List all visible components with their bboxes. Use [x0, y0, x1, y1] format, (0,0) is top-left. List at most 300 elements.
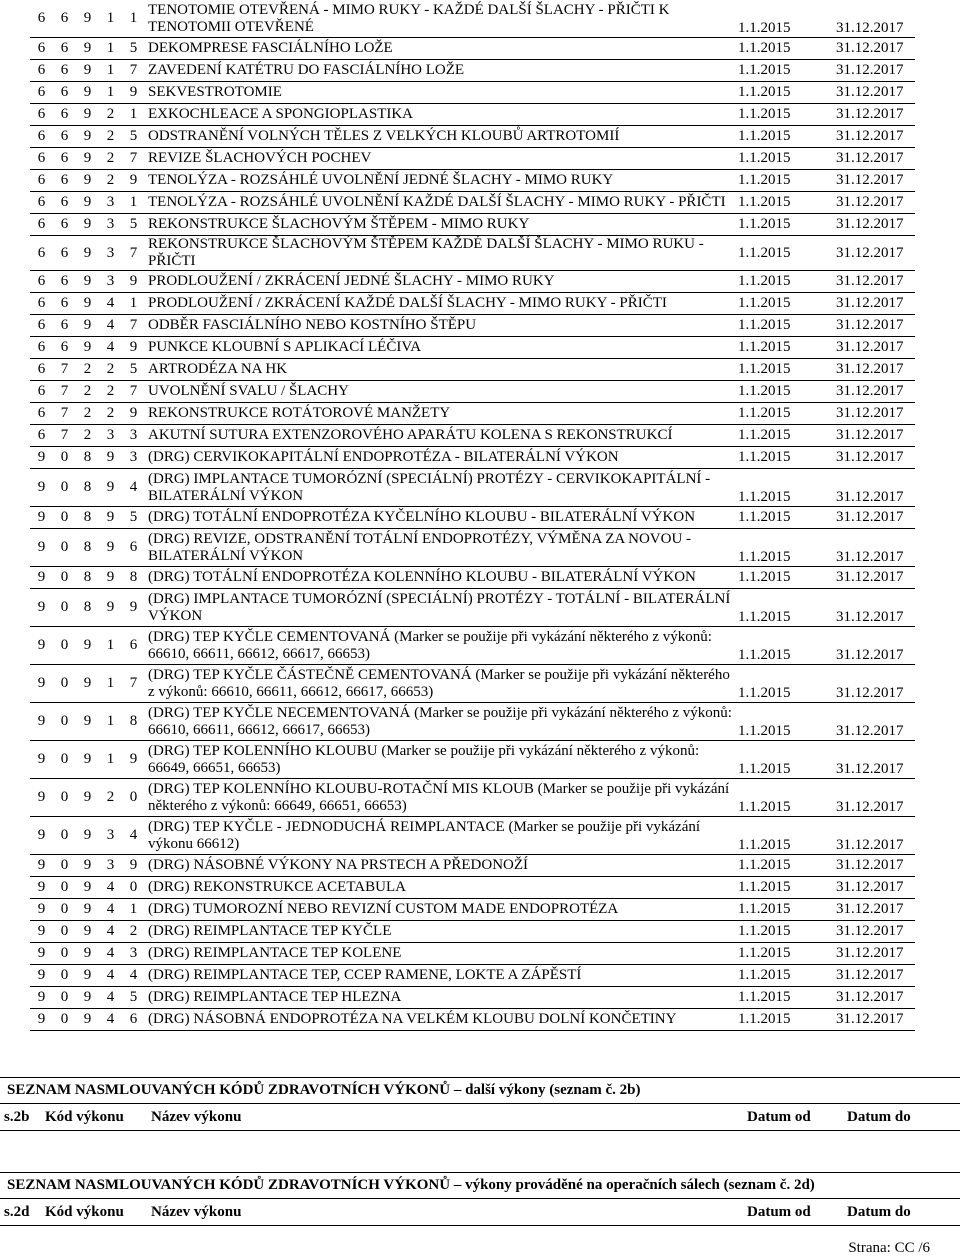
code-digit: 2	[129, 923, 138, 939]
code-digit: 0	[60, 945, 69, 961]
procedure-name: (DRG) REKONSTRUKCE ACETABULA	[148, 879, 406, 895]
procedure-name: (DRG) TEP KOLENNÍHO KLOUBU-ROTAČNÍ MIS KLOUB (Marker se použije při vykázání některého z výkonů: 66649, 66651, 66653)	[148, 780, 730, 814]
code-digit: 0	[60, 449, 69, 465]
date-from: 1.1.2015	[738, 84, 791, 100]
code-digit: 9	[83, 194, 92, 210]
code-digit: 9	[106, 599, 115, 615]
table-row	[30, 381, 915, 403]
date-to: 31.12.2017	[836, 761, 904, 777]
code-digit: 9	[106, 449, 115, 465]
code-digit: 1	[106, 675, 115, 691]
code-digit: 9	[83, 879, 92, 895]
date-from: 1.1.2015	[738, 761, 791, 777]
code-digit: 4	[106, 945, 115, 961]
code-digit: 7	[129, 62, 138, 78]
code-digit: 9	[83, 317, 92, 333]
code-digit: 9	[83, 84, 92, 100]
date-to: 31.12.2017	[836, 837, 904, 853]
code-digit: 8	[83, 539, 92, 555]
date-to: 31.12.2017	[836, 723, 904, 739]
table-row	[30, 0, 915, 38]
code-digit: 6	[60, 194, 69, 210]
code-digit: 9	[83, 675, 92, 691]
date-to: 31.12.2017	[836, 509, 904, 525]
code-digit: 7	[129, 150, 138, 166]
date-to: 31.12.2017	[836, 273, 904, 289]
code-digit: 9	[83, 216, 92, 232]
table-row	[30, 1009, 915, 1031]
code-digit: 6	[60, 150, 69, 166]
procedure-name: (DRG) TUMOROZNÍ NEBO REVIZNÍ CUSTOM MADE ENDOPROTÉZA	[148, 901, 619, 917]
code-digit: 1	[106, 751, 115, 767]
procedure-name: (DRG) TOTÁLNÍ ENDOPROTÉZA KYČELNÍHO KLOUBU - BILATERÁLNÍ VÝKON	[148, 509, 696, 525]
code-digit: 6	[37, 40, 46, 56]
date-to: 31.12.2017	[836, 84, 904, 100]
section-2b-title: SEZNAM NASMLOUVANÝCH KÓDŮ ZDRAVOTNÍCH VÝKONŮ – další výkony (seznam č. 2b)	[0, 1077, 960, 1104]
date-to: 31.12.2017	[836, 879, 904, 895]
code-digit: 7	[129, 244, 138, 261]
code-digit: 0	[60, 967, 69, 983]
col-from: Datum od	[747, 1108, 811, 1125]
code-digit: 1	[129, 901, 138, 917]
code-digit: 0	[60, 989, 69, 1005]
date-to: 31.12.2017	[836, 244, 904, 261]
procedure-name: (DRG) TOTÁLNÍ ENDOPROTÉZA KOLENNÍHO KLOUBU - BILATERÁLNÍ VÝKON	[148, 569, 696, 585]
date-to: 31.12.2017	[836, 685, 904, 701]
code-digit: 6	[37, 62, 46, 78]
code-digit: 8	[83, 479, 92, 495]
section-2b-columns	[0, 1104, 960, 1131]
code-digit: 0	[60, 675, 69, 691]
date-to: 31.12.2017	[836, 106, 904, 122]
procedure-name: (DRG) IMPLANTACE TUMORÓZNÍ (SPECIÁLNÍ) PROTÉZY - TOTÁLNÍ - BILATERÁLNÍ VÝKON	[148, 590, 731, 624]
code-digit: 9	[129, 857, 138, 873]
code-digit: 6	[60, 84, 69, 100]
code-digit: 2	[106, 789, 115, 805]
procedure-name: (DRG) REIMPLANTACE TEP KOLENE	[148, 945, 402, 961]
date-from: 1.1.2015	[738, 427, 791, 443]
code-digit: 5	[129, 989, 138, 1005]
code-digit: 7	[60, 361, 69, 377]
code-digit: 2	[83, 427, 92, 443]
date-from: 1.1.2015	[738, 989, 791, 1005]
table-row	[30, 271, 915, 293]
table-row	[30, 921, 915, 943]
code-digit: 0	[60, 751, 69, 767]
date-to: 31.12.2017	[836, 857, 904, 873]
code-digit: 0	[60, 637, 69, 653]
date-to: 31.12.2017	[836, 427, 904, 443]
code-digit: 8	[83, 449, 92, 465]
code-digit: 8	[83, 569, 92, 585]
procedure-name: TENOLÝZA - ROZSÁHLÉ UVOLNĚNÍ KAŽDÉ DALŠÍ ŠLACHY - MIMO RUKY - PŘIČTI	[148, 194, 726, 210]
codes-table-body	[30, 0, 915, 1031]
table-row	[30, 529, 915, 567]
procedure-name: REKONSTRUKCE ŠLACHOVÝM ŠTĚPEM - MIMO RUKY	[148, 216, 530, 232]
code-digit: 4	[106, 295, 115, 311]
code-digit: 6	[60, 172, 69, 188]
date-from: 1.1.2015	[738, 723, 791, 739]
code-digit: 6	[60, 244, 69, 261]
code-digit: 9	[83, 339, 92, 355]
code-digit: 0	[60, 569, 69, 585]
code-digit: 4	[129, 827, 138, 843]
code-digit: 9	[37, 479, 46, 495]
code-digit: 9	[129, 273, 138, 289]
code-digit: 5	[129, 40, 138, 56]
col-name: Název výkonu	[151, 1203, 242, 1220]
code-digit: 6	[37, 317, 46, 333]
code-digit: 9	[37, 789, 46, 805]
table-row	[30, 403, 915, 425]
code-digit: 2	[83, 361, 92, 377]
col-list: s.2d	[4, 1203, 30, 1220]
code-digit: 4	[106, 967, 115, 983]
code-digit: 9	[83, 713, 92, 729]
date-from: 1.1.2015	[738, 967, 791, 983]
date-from: 1.1.2015	[738, 647, 791, 663]
code-digit: 7	[60, 405, 69, 421]
code-digit: 2	[106, 150, 115, 166]
code-digit: 9	[83, 989, 92, 1005]
date-to: 31.12.2017	[836, 20, 904, 36]
code-digit: 1	[129, 106, 138, 122]
col-code: Kód výkonu	[45, 1108, 124, 1125]
code-digit: 4	[106, 317, 115, 333]
code-digit: 1	[106, 84, 115, 100]
code-digit: 6	[37, 128, 46, 144]
table-row	[30, 627, 915, 665]
code-digit: 6	[60, 317, 69, 333]
code-digit: 9	[83, 945, 92, 961]
procedure-name: REKONSTRUKCE ROTÁTOROVÉ MANŽETY	[148, 405, 451, 421]
col-list: s.2b	[4, 1108, 30, 1125]
code-digit: 9	[83, 62, 92, 78]
procedure-name: PRODLOUŽENÍ / ZKRÁCENÍ JEDNÉ ŠLACHY - MIMO RUKY	[148, 273, 555, 289]
date-from: 1.1.2015	[738, 172, 791, 188]
code-digit: 0	[60, 599, 69, 615]
code-digit: 6	[60, 10, 69, 26]
procedure-name: (DRG) NÁSOBNÁ ENDOPROTÉZA NA VELKÉM KLOUBU DOLNÍ KONČETINY	[148, 1011, 677, 1027]
table-row	[30, 82, 915, 104]
code-digit: 6	[37, 172, 46, 188]
procedure-name: (DRG) TEP KYČLE NECEMENTOVANÁ (Marker se použije při vykázání některého z výkonů: 66610, 66611, 66612, 66617, 66653)	[148, 704, 732, 738]
date-from: 1.1.2015	[738, 945, 791, 961]
table-row	[30, 315, 915, 337]
table-row	[30, 170, 915, 192]
code-digit: 9	[37, 827, 46, 843]
code-digit: 9	[83, 273, 92, 289]
code-digit: 9	[129, 84, 138, 100]
table-row	[30, 741, 915, 779]
code-digit: 0	[60, 509, 69, 525]
date-from: 1.1.2015	[738, 106, 791, 122]
date-to: 31.12.2017	[836, 449, 904, 465]
col-to: Datum do	[847, 1203, 911, 1220]
date-to: 31.12.2017	[836, 569, 904, 585]
code-digit: 9	[106, 539, 115, 555]
table-row	[30, 877, 915, 899]
procedure-name: DEKOMPRESE FASCIÁLNÍHO LOŽE	[148, 40, 393, 56]
code-digit: 9	[83, 1011, 92, 1027]
code-digit: 3	[106, 216, 115, 232]
code-digit: 6	[60, 128, 69, 144]
code-digit: 6	[129, 539, 138, 555]
procedure-name: PRODLOUŽENÍ / ZKRÁCENÍ KAŽDÉ DALŠÍ ŠLACHY - MIMO RUKY - PŘIČTI	[148, 295, 667, 311]
col-to: Datum do	[847, 1108, 911, 1125]
date-from: 1.1.2015	[738, 685, 791, 701]
code-digit: 2	[106, 383, 115, 399]
date-to: 31.12.2017	[836, 489, 904, 505]
date-from: 1.1.2015	[738, 837, 791, 853]
date-to: 31.12.2017	[836, 609, 904, 625]
date-to: 31.12.2017	[836, 383, 904, 399]
code-digit: 6	[37, 84, 46, 100]
table-row	[30, 126, 915, 148]
code-digit: 9	[83, 789, 92, 805]
date-from: 1.1.2015	[738, 489, 791, 505]
code-digit: 6	[60, 216, 69, 232]
code-digit: 7	[129, 383, 138, 399]
code-digit: 9	[129, 172, 138, 188]
procedure-name: SEKVESTROTOMIE	[148, 84, 282, 100]
table-row	[30, 987, 915, 1009]
procedure-name: TENOTOMIE OTEVŘENÁ - MIMO RUKY - KAŽDÉ DALŠÍ ŠLACHY - PŘIČTI K TENOTOMII OTEVŘENÉ	[148, 1, 670, 35]
date-from: 1.1.2015	[738, 194, 791, 210]
code-digit: 9	[83, 637, 92, 653]
code-digit: 9	[37, 637, 46, 653]
date-to: 31.12.2017	[836, 216, 904, 232]
codes-table	[30, 0, 915, 1031]
code-digit: 0	[60, 901, 69, 917]
table-row	[30, 899, 915, 921]
code-digit: 9	[37, 713, 46, 729]
code-digit: 6	[60, 62, 69, 78]
procedure-name: UVOLNĚNÍ SVALU / ŠLACHY	[148, 383, 349, 399]
code-digit: 6	[37, 194, 46, 210]
code-digit: 9	[106, 569, 115, 585]
code-digit: 2	[83, 383, 92, 399]
code-digit: 3	[129, 449, 138, 465]
date-from: 1.1.2015	[738, 361, 791, 377]
code-digit: 2	[83, 405, 92, 421]
table-row	[30, 779, 915, 817]
date-from: 1.1.2015	[738, 509, 791, 525]
code-digit: 3	[129, 945, 138, 961]
table-row	[30, 447, 915, 469]
code-digit: 4	[106, 1011, 115, 1027]
code-digit: 6	[60, 40, 69, 56]
procedure-name: REVIZE ŠLACHOVÝCH POCHEV	[148, 150, 372, 166]
page-number: Strana: CC /6	[848, 1240, 930, 1256]
date-from: 1.1.2015	[738, 549, 791, 565]
code-digit: 6	[37, 216, 46, 232]
code-digit: 5	[129, 361, 138, 377]
code-digit: 1	[106, 40, 115, 56]
code-digit: 9	[37, 509, 46, 525]
code-digit: 4	[129, 967, 138, 983]
section-2d-title: SEZNAM NASMLOUVANÝCH KÓDŮ ZDRAVOTNÍCH VÝKONŮ – výkony prováděné na operačních sálech (seznam č. 2d)	[0, 1172, 960, 1199]
date-to: 31.12.2017	[836, 1011, 904, 1027]
code-digit: 9	[83, 106, 92, 122]
code-digit: 1	[106, 10, 115, 26]
procedure-name: (DRG) TEP KOLENNÍHO KLOUBU (Marker se použije při vykázání některého z výkonů: 66649, 66651, 66653)	[148, 742, 700, 776]
code-digit: 9	[106, 509, 115, 525]
code-digit: 0	[60, 857, 69, 873]
date-to: 31.12.2017	[836, 128, 904, 144]
code-digit: 8	[129, 713, 138, 729]
code-digit: 4	[106, 923, 115, 939]
date-to: 31.12.2017	[836, 194, 904, 210]
code-digit: 0	[60, 479, 69, 495]
code-digit: 3	[106, 857, 115, 873]
date-to: 31.12.2017	[836, 317, 904, 333]
date-to: 31.12.2017	[836, 405, 904, 421]
code-digit: 9	[37, 901, 46, 917]
table-row	[30, 359, 915, 381]
date-from: 1.1.2015	[738, 273, 791, 289]
code-digit: 4	[106, 339, 115, 355]
code-digit: 9	[37, 923, 46, 939]
code-digit: 9	[37, 879, 46, 895]
date-to: 31.12.2017	[836, 40, 904, 56]
table-row	[30, 38, 915, 60]
code-digit: 4	[106, 989, 115, 1005]
table-row	[30, 817, 915, 855]
code-digit: 9	[37, 857, 46, 873]
date-to: 31.12.2017	[836, 989, 904, 1005]
code-digit: 0	[129, 789, 138, 805]
code-digit: 0	[60, 539, 69, 555]
code-digit: 0	[60, 923, 69, 939]
code-digit: 1	[129, 295, 138, 311]
date-from: 1.1.2015	[738, 295, 791, 311]
code-digit: 2	[106, 172, 115, 188]
procedure-name: ODSTRANĚNÍ VOLNÝCH TĚLES Z VELKÝCH KLOUBŮ ARTROTOMIÍ	[148, 128, 620, 144]
code-digit: 2	[106, 405, 115, 421]
code-digit: 9	[83, 128, 92, 144]
date-to: 31.12.2017	[836, 172, 904, 188]
date-to: 31.12.2017	[836, 295, 904, 311]
code-digit: 9	[83, 751, 92, 767]
table-row	[30, 665, 915, 703]
table-row	[30, 469, 915, 507]
date-to: 31.12.2017	[836, 361, 904, 377]
date-from: 1.1.2015	[738, 609, 791, 625]
code-digit: 6	[60, 339, 69, 355]
table-row	[30, 148, 915, 170]
date-to: 31.12.2017	[836, 967, 904, 983]
code-digit: 7	[60, 383, 69, 399]
date-to: 31.12.2017	[836, 923, 904, 939]
date-from: 1.1.2015	[738, 879, 791, 895]
code-digit: 9	[83, 967, 92, 983]
code-digit: 6	[37, 361, 46, 377]
date-from: 1.1.2015	[738, 569, 791, 585]
code-digit: 6	[60, 106, 69, 122]
date-to: 31.12.2017	[836, 799, 904, 815]
code-digit: 9	[37, 989, 46, 1005]
code-digit: 6	[37, 150, 46, 166]
date-from: 1.1.2015	[738, 857, 791, 873]
code-digit: 9	[83, 923, 92, 939]
code-digit: 0	[60, 713, 69, 729]
date-from: 1.1.2015	[738, 150, 791, 166]
table-row	[30, 104, 915, 126]
code-digit: 7	[129, 675, 138, 691]
code-digit: 9	[129, 339, 138, 355]
col-code: Kód výkonu	[45, 1203, 124, 1220]
date-from: 1.1.2015	[738, 449, 791, 465]
code-digit: 3	[106, 427, 115, 443]
code-digit: 6	[37, 273, 46, 289]
procedure-name: (DRG) REIMPLANTACE TEP KYČLE	[148, 923, 392, 939]
table-row	[30, 192, 915, 214]
code-digit: 3	[106, 273, 115, 289]
code-digit: 0	[60, 1011, 69, 1027]
code-digit: 9	[37, 1011, 46, 1027]
date-from: 1.1.2015	[738, 901, 791, 917]
code-digit: 9	[83, 150, 92, 166]
code-digit: 9	[83, 40, 92, 56]
code-digit: 9	[83, 244, 92, 261]
code-digit: 0	[60, 789, 69, 805]
code-digit: 8	[83, 599, 92, 615]
code-digit: 9	[129, 599, 138, 615]
codes-table-wrapper	[30, 0, 915, 1031]
code-digit: 8	[83, 509, 92, 525]
procedure-name: AKUTNÍ SUTURA EXTENZOROVÉHO APARÁTU KOLENA S REKONSTRUKCÍ	[148, 427, 673, 443]
code-digit: 3	[106, 194, 115, 210]
code-digit: 9	[37, 599, 46, 615]
date-from: 1.1.2015	[738, 405, 791, 421]
code-digit: 6	[37, 427, 46, 443]
date-from: 1.1.2015	[738, 339, 791, 355]
code-digit: 6	[129, 637, 138, 653]
code-digit: 6	[37, 10, 46, 26]
table-row	[30, 60, 915, 82]
code-digit: 9	[129, 751, 138, 767]
procedure-name: ODBĚR FASCIÁLNÍHO NEBO KOSTNÍHO ŠTĚPU	[148, 317, 477, 333]
date-from: 1.1.2015	[738, 128, 791, 144]
code-digit: 9	[37, 967, 46, 983]
code-digit: 3	[106, 244, 115, 261]
date-to: 31.12.2017	[836, 62, 904, 78]
code-digit: 6	[37, 339, 46, 355]
code-digit: 9	[83, 10, 92, 26]
code-digit: 6	[37, 405, 46, 421]
code-digit: 4	[106, 879, 115, 895]
code-digit: 4	[106, 901, 115, 917]
code-digit: 9	[37, 751, 46, 767]
procedure-name: (DRG) REVIZE, ODSTRANĚNÍ TOTÁLNÍ ENDOPROTÉZY, VÝMĚNA ZA NOVOU - BILATERÁLNÍ VÝKON	[148, 530, 692, 564]
code-digit: 2	[106, 361, 115, 377]
table-row	[30, 293, 915, 315]
code-digit: 1	[106, 637, 115, 653]
code-digit: 9	[83, 295, 92, 311]
date-from: 1.1.2015	[738, 317, 791, 333]
code-digit: 6	[60, 295, 69, 311]
date-from: 1.1.2015	[738, 799, 791, 815]
table-row	[30, 855, 915, 877]
section-2d	[0, 1172, 960, 1226]
date-to: 31.12.2017	[836, 647, 904, 663]
table-row	[30, 337, 915, 359]
date-to: 31.12.2017	[836, 901, 904, 917]
code-digit: 9	[37, 569, 46, 585]
procedure-name: REKONSTRUKCE ŠLACHOVÝM ŠTĚPEM KAŽDÉ DALŠÍ ŠLACHY - MIMO RUKU - PŘIČTI	[148, 236, 704, 269]
procedure-name: TENOLÝZA - ROZSÁHLÉ UVOLNĚNÍ JEDNÉ ŠLACHY - MIMO RUKY	[148, 172, 614, 188]
